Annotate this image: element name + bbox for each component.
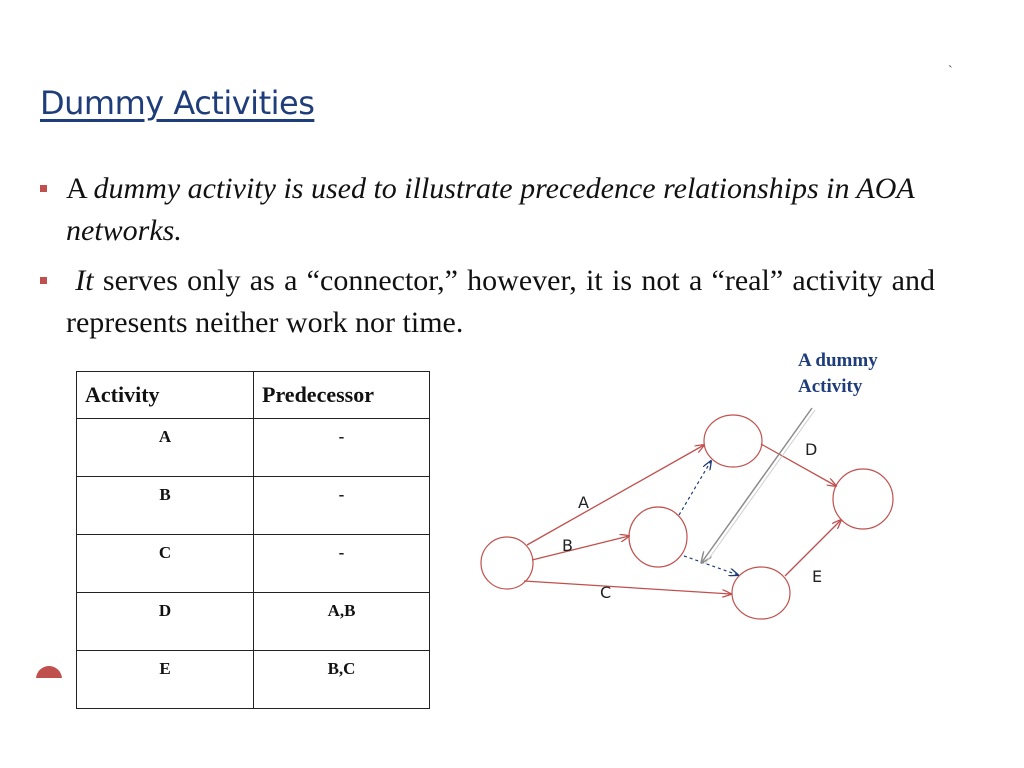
- node-5-end: [833, 469, 893, 529]
- edge-label-b: B: [562, 536, 573, 555]
- slide-title: Dummy Activities: [40, 84, 315, 122]
- dummy-arrow-to-node-4: [684, 556, 738, 575]
- dummy-arrow-to-node-2: [679, 461, 711, 515]
- cell-predecessor: -: [254, 535, 430, 593]
- activity-arrow-d: [761, 444, 836, 486]
- bullet-emphasis: dummy activity is used to illustrate precedence relationships in AOA networks.: [66, 172, 915, 247]
- edge-label-e: E: [812, 567, 823, 586]
- header-activity: Activity: [77, 372, 254, 419]
- header-predecessor: Predecessor: [254, 372, 430, 419]
- edge-label-a: A: [578, 493, 589, 512]
- bullet-body: serves only as a “connector,” however, it is not a “real” activity and represents neither work nor time.: [66, 264, 935, 339]
- cell-predecessor: -: [254, 419, 430, 477]
- activity-arrow-b: [532, 536, 629, 560]
- cell-predecessor: -: [254, 477, 430, 535]
- cell-predecessor: A,B: [254, 593, 430, 651]
- cell-predecessor: B,C: [254, 651, 430, 709]
- cell-activity: A: [77, 419, 254, 477]
- activity-arrow-c: [524, 581, 731, 594]
- corner-mark: `: [948, 64, 953, 79]
- cell-activity: C: [77, 535, 254, 593]
- node-2-after-a: [704, 415, 762, 467]
- callout-line-2: Activity: [798, 376, 863, 397]
- node-3-after-b: [629, 507, 687, 567]
- node-4-after-c: [732, 567, 790, 619]
- cell-activity: B: [77, 477, 254, 535]
- edge-label-d: D: [805, 440, 818, 459]
- callout-line-1: A dummy: [798, 350, 878, 371]
- cell-activity: E: [77, 651, 254, 709]
- bullet-lead-emphasis: It: [75, 264, 94, 297]
- decorative-red-circle: [36, 666, 62, 678]
- edge-label-c: C: [600, 583, 612, 602]
- bullet-prefix: A: [66, 172, 94, 205]
- cell-activity: D: [77, 593, 254, 651]
